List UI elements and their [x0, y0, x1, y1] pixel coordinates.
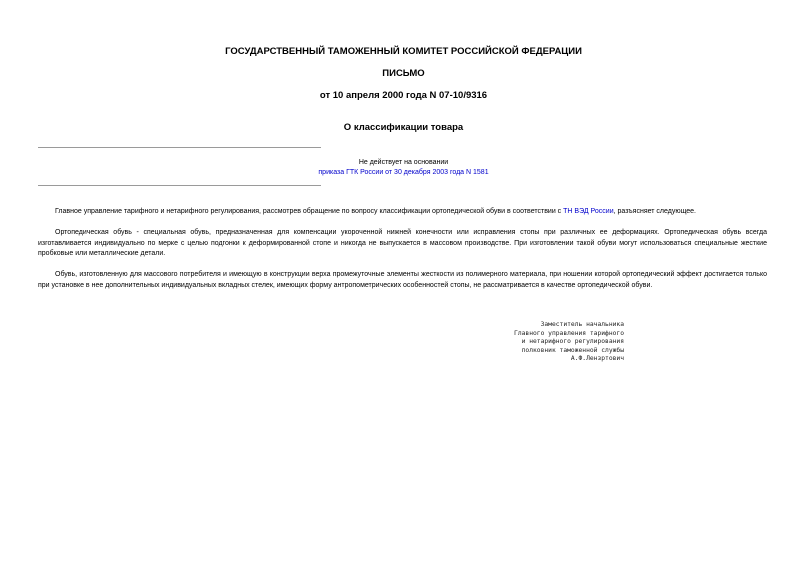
- divider-top: [38, 147, 321, 148]
- divider-bottom: [38, 185, 321, 186]
- signature-line-department-2: и нетарифного регулирования: [521, 338, 624, 346]
- status-note-text: Не действует на основании: [358, 159, 449, 166]
- signature-line-name: А.Ф.Лензртович: [570, 355, 624, 363]
- paragraph-1-text-start: Главное управление тарифного и нетарифного регулирования, рассмотрев обращение по вопросу классификации ортопедической обуви в соответствии с: [55, 208, 564, 215]
- document-type: ПИСЬМО: [382, 68, 425, 79]
- document-subject: О классификации товара: [343, 122, 464, 133]
- signature-line-rank: полковник таможенной службы: [521, 346, 624, 354]
- signature-block: [480, 321, 624, 364]
- document-date-number: от 10 апреля 2000 года N 07-10/9316: [319, 90, 488, 101]
- body-paragraph-3: Обувь, изготовленную для массового потребителя и имеющую в конструкции верха промежуточные элементы жесткости из полимерного материала, при ношении которой ортопедический эффект достигается только при установке в нее дополнительных индивидуальных вкладных стелек, имеющих форму антропометрических особенностей стопы, не рассматривается в качестве ортопедической обуви.: [38, 271, 767, 289]
- body-paragraph-1: [38, 207, 767, 218]
- paragraph-1-text-end: , разъясняет следующее.: [613, 208, 696, 215]
- status-note-line2: [0, 169, 807, 176]
- repeal-order-link[interactable]: приказа ГТК России от 30 декабря 2003 года N 1581: [318, 169, 489, 176]
- issuing-authority: ГОСУДАРСТВЕННЫЙ ТАМОЖЕННЫЙ КОМИТЕТ РОССИЙСКОЙ ФЕДЕРАЦИИ: [225, 46, 582, 57]
- signature-line-department: Главного управления тарифного: [514, 329, 624, 337]
- signature-line-title: Заместитель начальника: [540, 321, 624, 328]
- tn-ved-link[interactable]: ТН ВЭД России: [563, 208, 614, 215]
- body-paragraph-2: Ортопедическая обувь - специальная обувь, предназначенная для компенсации укороченной нижней конечности или исправления стопы при различных ее деформациях. Ортопедическая обувь всегда изготавливается индивидуально по мерке с целью подгонки к деформированной стопе и никогда не выпускается в массовом производстве. При изготовлении такой обуви могут использоваться специальные жесткие пробковые или металлические детали.: [38, 229, 767, 257]
